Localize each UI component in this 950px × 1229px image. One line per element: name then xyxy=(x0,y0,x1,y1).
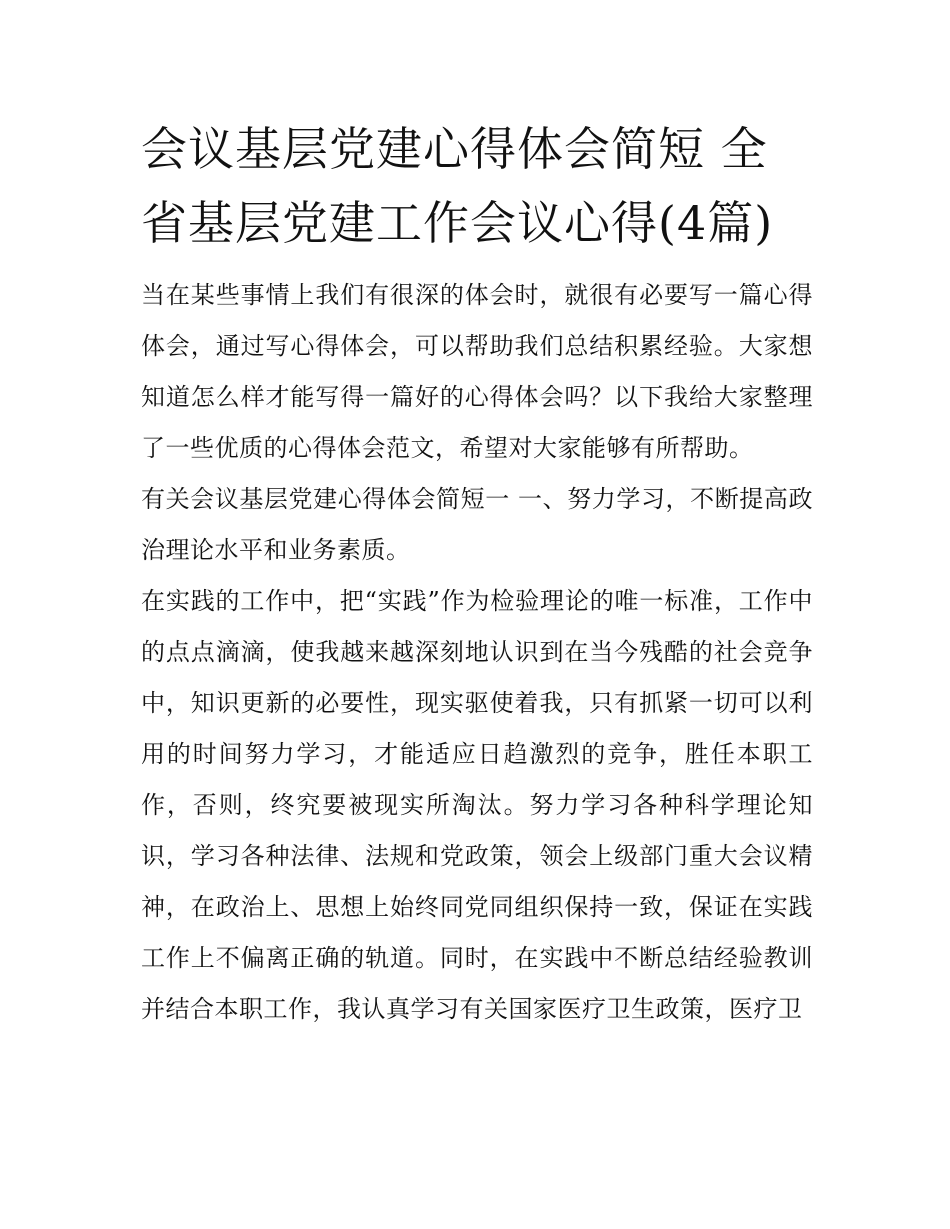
document-body xyxy=(141,112,813,1035)
document-title: 会议基层党建心得体会简短 全省基层党建工作会议心得(4篇) xyxy=(141,122,774,250)
paragraph-section-heading: 有关会议基层党建心得体会简短一 一、努力学习，不断提高政治理论水平和业务素质。 xyxy=(141,485,813,564)
paragraph-intro: 当在某些事情上我们有很深的体会时，就很有必要写一篇心得体会，通过写心得体会，可以帮助我们总结积累经验。大家想知道怎么样才能写得一篇好的心得体会吗？以下我给大家整理了一些优质的心得体会范文，希望对大家能够有所帮助。 xyxy=(141,281,813,462)
paragraph-body: 在实践的工作中，把“实践”作为检验理论的唯一标准，工作中的点点滴滴，使我越来越深刻地认识到在当今残酷的社会竞争中，知识更新的必要性，现实驱使着我，只有抓紧一切可以利用的时间努力学习，才能适应日趋激烈的竞争，胜任本职工作，否则，终究要被现实所淘汰。努力学习各种科学理论知识，学习各种法律、法规和党政策，领会上级部门重大会议精神，在政治上、思想上始终同党同组织保持一致，保证在实践工作上不偏离正确的轨道。同时，在实践中不断总结经验教训并结合本职工作，我认真学习有关国家医疗卫生政策，医疗卫 xyxy=(141,587,813,1023)
